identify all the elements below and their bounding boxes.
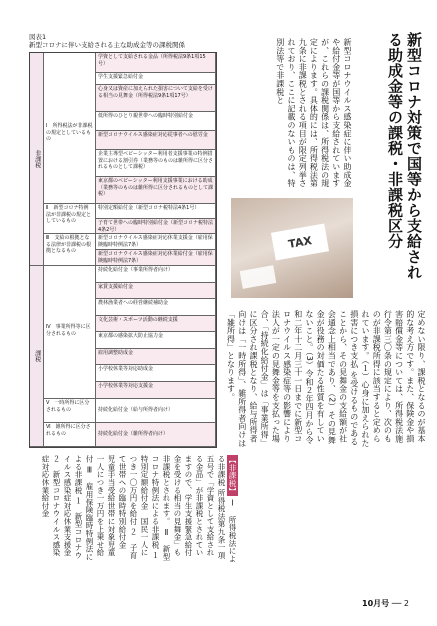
table-row: 学生支援緊急給付金 <box>96 73 216 85</box>
group-3-label: Ⅲ 支給の根拠となる法律が非課税の根拠となるもの <box>44 234 96 266</box>
category-taxable: 課税 <box>30 266 44 447</box>
bottom-line: １ 特別定額給付金 国民一人につき一〇万円を給付 <box>129 455 160 567</box>
table-row: 東京都の感染拡大防止協力金 <box>96 332 216 349</box>
table-row: 新型コロナウイルス感染症対応休業支援金（雇用保険臨時特例法7条） <box>96 234 216 250</box>
bottom-line: Ⅲ 雇用保険臨時特例法による非課税 <box>74 455 94 561</box>
table-row: 持続化給付金（給与所得者向け） <box>96 399 216 423</box>
nontaxable-tag: 【非課税】 <box>228 456 237 495</box>
group-5-label: Ⅴ 一時所得に区分されるもの <box>44 399 96 423</box>
tax-photo-label: TAX <box>271 224 329 261</box>
table-row: 雇用調整助成金 <box>96 349 216 365</box>
tax-table <box>29 52 217 448</box>
table-row: 新型コロナウイルス感染症対応従事者への慰労金 <box>96 131 216 150</box>
table-caption <box>29 33 185 49</box>
article-paragraph: 定めない限り、課税となるのが基本的な考え方です。また、保険金や損害賠償金等については、所得税法施行令第三〇条の規定により、次のものが非課税所得に該当すると定められています。（１）心身に加えられた損害につき支払 <box>349 310 426 448</box>
table-row: 小学校休業等対応支援金 <box>96 382 216 399</box>
table-caption-title: 新型コロナに伴い支給される主な助成金等の課税関係 <box>29 41 185 49</box>
table-row: 持続化給付金（事業所得者向け） <box>96 266 216 283</box>
bottom-line: ２ 子育て世帯への臨時特別給付金 児童手当受給世帯に対象児童一人につき一万円を上乗せ給付 <box>85 455 138 560</box>
group-1-label: Ⅰ 所得税法が非課税の規定としているもの <box>44 53 96 204</box>
article-paragraph: を受けるものであることから、その見舞金の支給額が社会通念上相当であり、（2）その見舞金が役務の対価たる性質を有していないこと。（3）令和２年四月から令和二年十二月三十一日までに新型コロナウイルス感染症等の影響により法人が一定の見舞金等を支払った場合、「持続化給付金」は「事業所得」に区分され課税となり、給与所得者向けは「一時所得」、雑所得者向けは「雑所得」となります。 <box>226 310 359 448</box>
table-row: 学資として支給される金品（所得税法9条1項15号） <box>96 53 216 73</box>
article-text-block-b <box>226 310 427 450</box>
category-nontaxable: 非課税 <box>30 53 44 266</box>
issue-month: 10月号 <box>362 599 390 608</box>
table-row: 東京都のベビーシッター利用支援事業における助成（業務等のものは雑所得に区分されるものとして課税） <box>96 177 216 204</box>
group-4-label: Ⅳ 事業所得等に区分されるもの <box>44 266 96 399</box>
table-row: 家賃支援給付金 <box>96 283 216 299</box>
article-paragraph: 新型コロナウイルス感染症に伴い助成金や給付金等が国等から支給されていますが、これらの課税関係は、所得税法の規定によります。具体的には、所得税法第九条に非課税とされる項目が限定列挙されており、ここに記載のないものは、特別法等で非課税と <box>275 38 352 188</box>
table-row: 企業主導型ベビーシッター利用者支援事業の特例措置における割引券（業務等のものは雑所得に区分されるものとして課税） <box>96 150 216 177</box>
bottom-block <box>29 455 238 565</box>
page-footer <box>362 598 409 609</box>
bottom-line: Ⅰ 所得税法による非課税 <box>217 455 237 563</box>
table-row: 心身又は資産に加えられた損害について支給を受ける相当の見舞金（所得税法9条1項17号） <box>96 85 216 112</box>
table-row: 持続化給付金（雑所得者向け） <box>96 423 216 447</box>
table-row: 低所得のひとり親世帯への臨時特別給付金 <box>96 112 216 131</box>
group-6-label: Ⅵ 雑所得に区分されるもの <box>44 423 96 447</box>
table-row: 新型コロナウイルス感染症対応休業給付金（雇用保険臨時特例法7条） <box>96 250 216 266</box>
table-row: 特別定額給付金（新型コロナ税特法4条1号） <box>96 204 216 219</box>
table-row: 小学校休業等対応助成金 <box>96 365 216 382</box>
tax-photo <box>231 198 353 298</box>
group-2-label: Ⅱ 新型コロナ特例法が非課税の規定としているもの <box>44 204 96 234</box>
table-caption-number: 図表1 <box>29 33 47 41</box>
table-row: 子育て世帯への臨時特別給付金（新型コロナ税特法4条2号） <box>96 219 216 234</box>
footer-dash: ── <box>391 599 402 608</box>
page-number: 2 <box>403 599 409 608</box>
bottom-line: Ⅱ 新型コロナ特例法による非課税 <box>151 455 171 561</box>
photo-decoration <box>240 265 277 289</box>
bottom-line: １ 新型コロナウイルス感染症対応休業支援金 <box>63 455 83 560</box>
bottom-line: 所得税法第九条一項五号で「学資として支給される金品」が非課税とされていますので、学生支援緊急給付金を受ける相当の見舞金」も非課税とされます。 <box>162 455 226 560</box>
table-row: 農林漁業者への経営継続補助金 <box>96 299 216 316</box>
article-text-block-a <box>231 38 353 188</box>
bottom-text <box>29 455 238 567</box>
article-title: 新型コロナ対策で国等から支給される助成金等の課税・非課税区分 <box>386 32 423 280</box>
table-row: 文化芸術・スポーツ活動の継続支援 <box>96 316 216 332</box>
bottom-line: ２ 新型コロナウイルス感染症対応休業給付金 <box>41 455 61 557</box>
